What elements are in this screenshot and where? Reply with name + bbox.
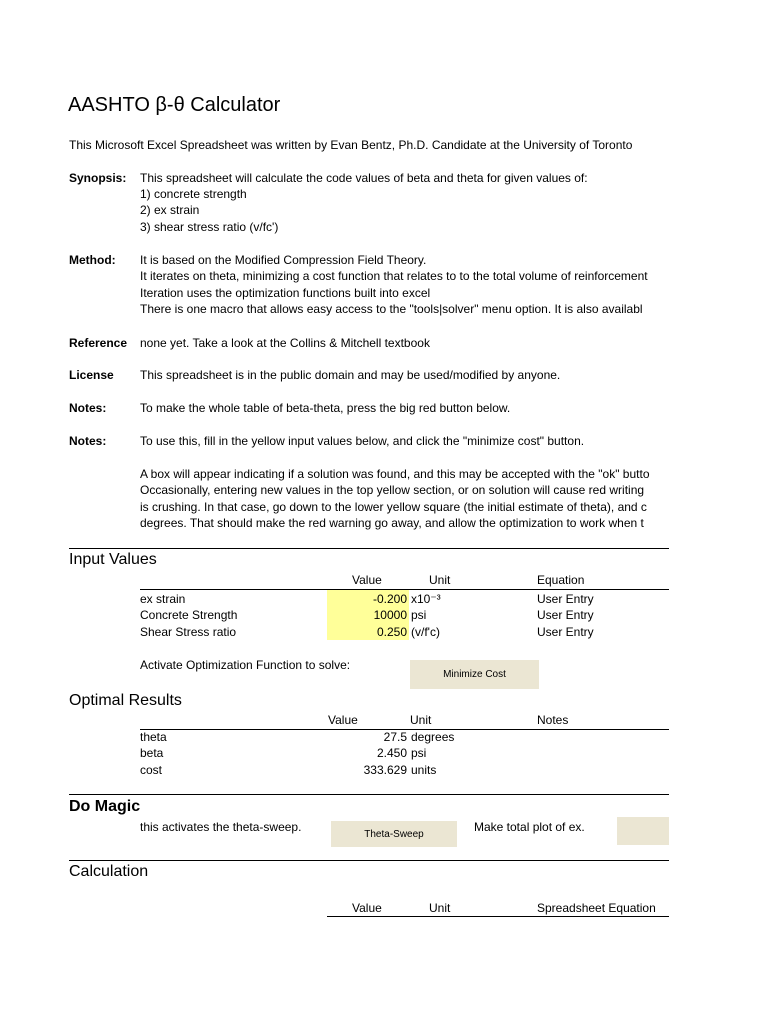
method-label: Method:: [69, 253, 116, 267]
activate-optimization-label: Activate Optimization Function to solve:: [140, 658, 351, 672]
column-header-equation: Equation: [537, 573, 585, 587]
column-header-unit: Unit: [429, 901, 451, 915]
column-header-value: Value: [352, 573, 382, 587]
input-row-label: Concrete Strength: [140, 608, 238, 622]
input-row-unit: psi: [411, 608, 427, 622]
synopsis-label: Synopsis:: [69, 171, 127, 185]
column-header-value: Value: [352, 901, 382, 915]
total-plot-label: Make total plot of ex.: [474, 820, 585, 834]
section-divider: [69, 548, 669, 549]
section-divider: [69, 794, 669, 795]
license-label: License: [69, 368, 114, 382]
column-header-notes: Notes: [537, 713, 569, 727]
theta-sweep-button[interactable]: Theta-Sweep: [331, 821, 457, 847]
synopsis-line: 2) ex strain: [140, 203, 200, 217]
result-row-label: theta: [140, 730, 167, 744]
section-divider: [69, 860, 669, 861]
column-header-unit: Unit: [410, 713, 432, 727]
theta-sweep-label: this activates the theta-sweep.: [140, 820, 302, 834]
minimize-cost-button[interactable]: Minimize Cost: [410, 660, 539, 689]
intro-text: This Microsoft Excel Spreadsheet was written by Evan Bentz, Ph.D. Candidate at the University of Toronto: [69, 138, 633, 152]
method-line: Iteration uses the optimization functions built into excel: [140, 286, 431, 300]
reference-text: none yet. Take a look at the Collins & Mitchell textbook: [140, 336, 430, 350]
total-plot-button[interactable]: [617, 817, 669, 845]
calculation-heading: Calculation: [69, 863, 149, 880]
result-row-label: cost: [140, 763, 163, 777]
input-row-equation: User Entry: [537, 608, 594, 622]
table-header-rule: [327, 916, 669, 917]
notes-text: To make the whole table of beta-theta, press the big red button below.: [140, 401, 511, 415]
notes-label: Notes:: [69, 434, 107, 448]
result-row-unit: degrees: [411, 730, 455, 744]
input-row-label: ex strain: [140, 592, 186, 606]
shear-stress-ratio-input[interactable]: 0.250: [376, 625, 407, 639]
optimal-results-heading: Optimal Results: [69, 692, 182, 709]
result-row-unit: units: [411, 763, 437, 777]
synopsis-line: 3) shear stress ratio (v/fc'): [140, 220, 279, 234]
cost-value: 333.629: [363, 763, 407, 777]
notes-line: degrees. That should make the red warning go away, and allow the optimization to work when t: [140, 516, 644, 530]
input-row-label: Shear Stress ratio: [140, 625, 237, 639]
theta-value: 27.5: [383, 730, 407, 744]
input-row-unit: (v/f'c): [411, 625, 440, 639]
result-row-unit: psi: [411, 746, 427, 760]
column-header-equation: Spreadsheet Equation: [537, 901, 656, 915]
method-line: There is one macro that allows easy access to the "tools|solver" menu option. It is also availabl: [140, 302, 643, 316]
synopsis-line: This spreadsheet will calculate the code values of beta and theta for given values of:: [140, 171, 588, 185]
reference-label: Reference: [69, 336, 128, 350]
input-row-unit: x10⁻³: [411, 592, 441, 606]
concrete-strength-input[interactable]: 10000: [373, 608, 407, 622]
result-row-label: beta: [140, 746, 164, 760]
column-header-value: Value: [328, 713, 358, 727]
beta-value: 2.450: [376, 746, 407, 760]
license-text: This spreadsheet is in the public domain and may be used/modified by anyone.: [140, 368, 561, 382]
page-title: AASHTO β-θ Calculator: [68, 94, 281, 116]
notes-text: To use this, fill in the yellow input values below, and click the "minimize cost" button.: [140, 434, 585, 448]
notes-line: Occasionally, entering new values in the top yellow section, or on solution will cause red writing: [140, 483, 645, 497]
do-magic-heading: Do Magic: [69, 798, 141, 815]
notes-label: Notes:: [69, 401, 107, 415]
method-line: It iterates on theta, minimizing a cost function that relates to to the total volume of reinforcement: [140, 269, 648, 283]
input-row-equation: User Entry: [537, 625, 594, 639]
synopsis-line: 1) concrete strength: [140, 187, 247, 201]
notes-line: A box will appear indicating if a solution was found, and this may be accepted with the "ok" butto: [140, 467, 650, 481]
input-values-heading: Input Values: [69, 551, 157, 568]
column-header-unit: Unit: [429, 573, 451, 587]
ex-strain-input[interactable]: -0.200: [372, 592, 407, 606]
method-line: It is based on the Modified Compression Field Theory.: [140, 253, 427, 267]
notes-line: is crushing. In that case, go down to the lower yellow square (the initial estimate of theta), and c: [140, 500, 647, 514]
input-row-equation: User Entry: [537, 592, 594, 606]
